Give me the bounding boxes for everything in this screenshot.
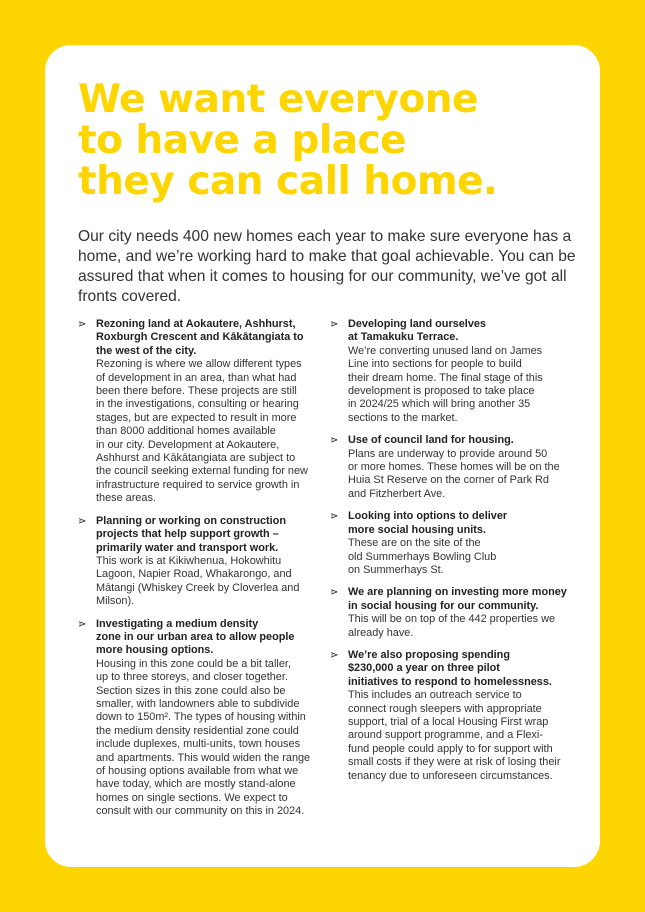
body-line: of development in an area, than what had bbox=[96, 371, 297, 384]
heading-line: zone in our urban area to allow people bbox=[96, 630, 295, 643]
list-item bbox=[78, 515, 318, 609]
body-line: This includes an outreach service to bbox=[348, 689, 522, 702]
heading-line: the west of the city. bbox=[96, 344, 197, 357]
body-line: fund people could apply to for support with bbox=[348, 742, 553, 755]
item-heading bbox=[348, 649, 582, 689]
list-item bbox=[330, 510, 582, 577]
list-item bbox=[330, 586, 582, 640]
body-line: have today, which are mostly stand-alone bbox=[96, 778, 296, 791]
body-line: We’re converting unused land on James bbox=[348, 344, 543, 357]
heading-line: at Tamakuku Terrace. bbox=[348, 331, 459, 344]
body-line: on Summerhays St. bbox=[348, 563, 444, 576]
item-body bbox=[348, 345, 582, 425]
item-body bbox=[348, 448, 582, 502]
heading-line: in social housing for our community. bbox=[348, 599, 539, 612]
item-heading bbox=[348, 510, 582, 537]
item-body bbox=[96, 358, 318, 505]
body-line: smaller, with landowners able to subdivide bbox=[96, 697, 300, 710]
heading-line: Planning or working on construction bbox=[96, 514, 286, 527]
body-line: Section sizes in this zone could also be bbox=[96, 684, 286, 697]
item-body bbox=[348, 537, 582, 577]
body-line: their dream home. The final stage of this bbox=[348, 371, 543, 384]
body-line: small costs if they were at risk of losing their bbox=[348, 756, 561, 769]
heading-line: Use of council land for housing. bbox=[348, 434, 514, 447]
list-item bbox=[330, 434, 582, 501]
heading-line: Developing land ourselves bbox=[348, 318, 486, 330]
body-line: these areas. bbox=[96, 492, 156, 505]
chevron-bullet-icon: ⋗ bbox=[330, 649, 339, 661]
item-heading bbox=[96, 318, 318, 358]
body-line: These are on the site of the bbox=[348, 537, 481, 550]
heading-line: projects that help support growth – bbox=[96, 528, 279, 541]
chevron-bullet-icon: ⋗ bbox=[78, 618, 87, 630]
body-line: support, trial of a local Housing First wrap bbox=[348, 715, 549, 728]
body-line: in our city. Development at Aokautere, bbox=[96, 438, 280, 451]
body-line: Huia St Reserve on the corner of Park Rd bbox=[348, 474, 549, 487]
body-line: already have. bbox=[348, 626, 414, 639]
list-item bbox=[330, 318, 582, 425]
heading-line: more housing options. bbox=[96, 644, 214, 657]
body-line: This will be on top of the 442 properties we bbox=[348, 613, 556, 626]
chevron-bullet-icon: ⋗ bbox=[330, 319, 339, 330]
left-column bbox=[78, 318, 318, 828]
list-item bbox=[330, 649, 582, 783]
item-heading bbox=[96, 618, 318, 658]
title-line: to have a place bbox=[78, 118, 407, 163]
body-line: Ashhurst and Kākātangiata are subject to bbox=[96, 452, 296, 465]
body-line: Mātangi (Whiskey Creek by Cloverlea and bbox=[96, 581, 300, 594]
body-line: This work is at Kikiwhenua, Hokowhitu bbox=[96, 554, 282, 567]
heading-line: We’re also proposing spending bbox=[348, 648, 510, 661]
body-line: been there before. These projects are still bbox=[96, 385, 297, 398]
item-body bbox=[348, 689, 582, 783]
body-line: connect rough sleepers with appropriate bbox=[348, 702, 542, 715]
body-line: Housing in this zone could be a bit taller, bbox=[96, 657, 291, 670]
chevron-bullet-icon: ⋗ bbox=[330, 435, 339, 447]
item-body bbox=[96, 555, 318, 609]
heading-line: $230,000 a year on three pilot bbox=[348, 662, 500, 675]
body-line: or more homes. These homes will be on the bbox=[348, 461, 560, 474]
title-line: We want everyone bbox=[78, 77, 478, 122]
body-line: consult with our community on this in 2024. bbox=[96, 805, 305, 818]
body-line: the council seeking external funding for new bbox=[96, 465, 308, 478]
body-line: the medium density residential zone could bbox=[96, 724, 299, 737]
list-item bbox=[78, 318, 318, 506]
body-line: than 8000 additional homes available bbox=[96, 425, 276, 438]
body-line: old Summerhays Bowling Club bbox=[348, 550, 497, 563]
chevron-bullet-icon: ⋗ bbox=[330, 587, 339, 599]
item-body bbox=[96, 658, 318, 819]
heading-line: more social housing units. bbox=[348, 523, 486, 536]
body-line: Rezoning is where we allow different types bbox=[96, 358, 302, 371]
body-line: in 2024/25 which will bring another 35 bbox=[348, 398, 531, 411]
body-line: and Fitzherbert Ave. bbox=[348, 487, 446, 500]
intro-paragraph: Our city needs 400 new homes each year to make sure everyone has a home, and we’re working hard to make that goal achievable. You can be assured that when it comes to housing for our community, we’ve got all fronts covered. bbox=[78, 228, 576, 305]
body-line: in the investigations, consulting or hearing bbox=[96, 398, 299, 411]
heading-line: Rezoning land at Aokautere, Ashhurst, bbox=[96, 318, 296, 330]
chevron-bullet-icon: ⋗ bbox=[78, 319, 87, 330]
body-line: include duplexes, multi-units, town houses bbox=[96, 738, 301, 751]
page-title bbox=[78, 79, 578, 202]
item-heading bbox=[348, 318, 582, 345]
body-line: Milson). bbox=[96, 595, 135, 608]
body-line: down to 150m². The types of housing within bbox=[96, 711, 306, 724]
body-line: sections to the market. bbox=[348, 411, 458, 424]
heading-line: Investigating a medium density bbox=[96, 617, 259, 630]
body-line: and apartments. This would widen the range bbox=[96, 751, 311, 764]
body-line: tenancy due to unforeseen circumstances. bbox=[348, 769, 553, 782]
body-line: of housing options available from what we bbox=[96, 765, 299, 777]
item-heading bbox=[348, 586, 582, 613]
item-body bbox=[348, 613, 582, 640]
title-line: they can call home. bbox=[78, 159, 498, 204]
heading-line: initiatives to respond to homelessness. bbox=[348, 675, 552, 688]
body-line: Line into sections for people to build bbox=[348, 358, 522, 371]
chevron-bullet-icon: ⋗ bbox=[330, 511, 339, 523]
body-line: stages, but are expected to result in more bbox=[96, 411, 297, 424]
body-line: homes on single sections. We expect to bbox=[96, 791, 288, 804]
heading-line: We are planning on investing more money bbox=[348, 586, 567, 599]
content-card bbox=[45, 45, 600, 867]
heading-line: primarily water and transport work. bbox=[96, 541, 279, 554]
item-heading bbox=[96, 515, 318, 555]
body-line: Plans are underway to provide around 50 bbox=[348, 447, 548, 460]
heading-line: Looking into options to deliver bbox=[348, 510, 508, 523]
body-line: infrastructure required to service growth in bbox=[96, 478, 300, 491]
chevron-bullet-icon: ⋗ bbox=[78, 515, 87, 527]
list-item bbox=[78, 618, 318, 819]
body-line: Lagoon, Napier Road, Whakarongo, and bbox=[96, 568, 292, 581]
right-column bbox=[330, 318, 582, 792]
heading-line: Roxburgh Crescent and Kākātangiata to bbox=[96, 331, 304, 344]
body-line: around support programme, and a Flexi- bbox=[348, 729, 543, 742]
body-line: up to three storeys, and closer together. bbox=[96, 671, 288, 684]
item-heading bbox=[348, 434, 582, 447]
body-line: development is proposed to take place bbox=[348, 385, 535, 398]
